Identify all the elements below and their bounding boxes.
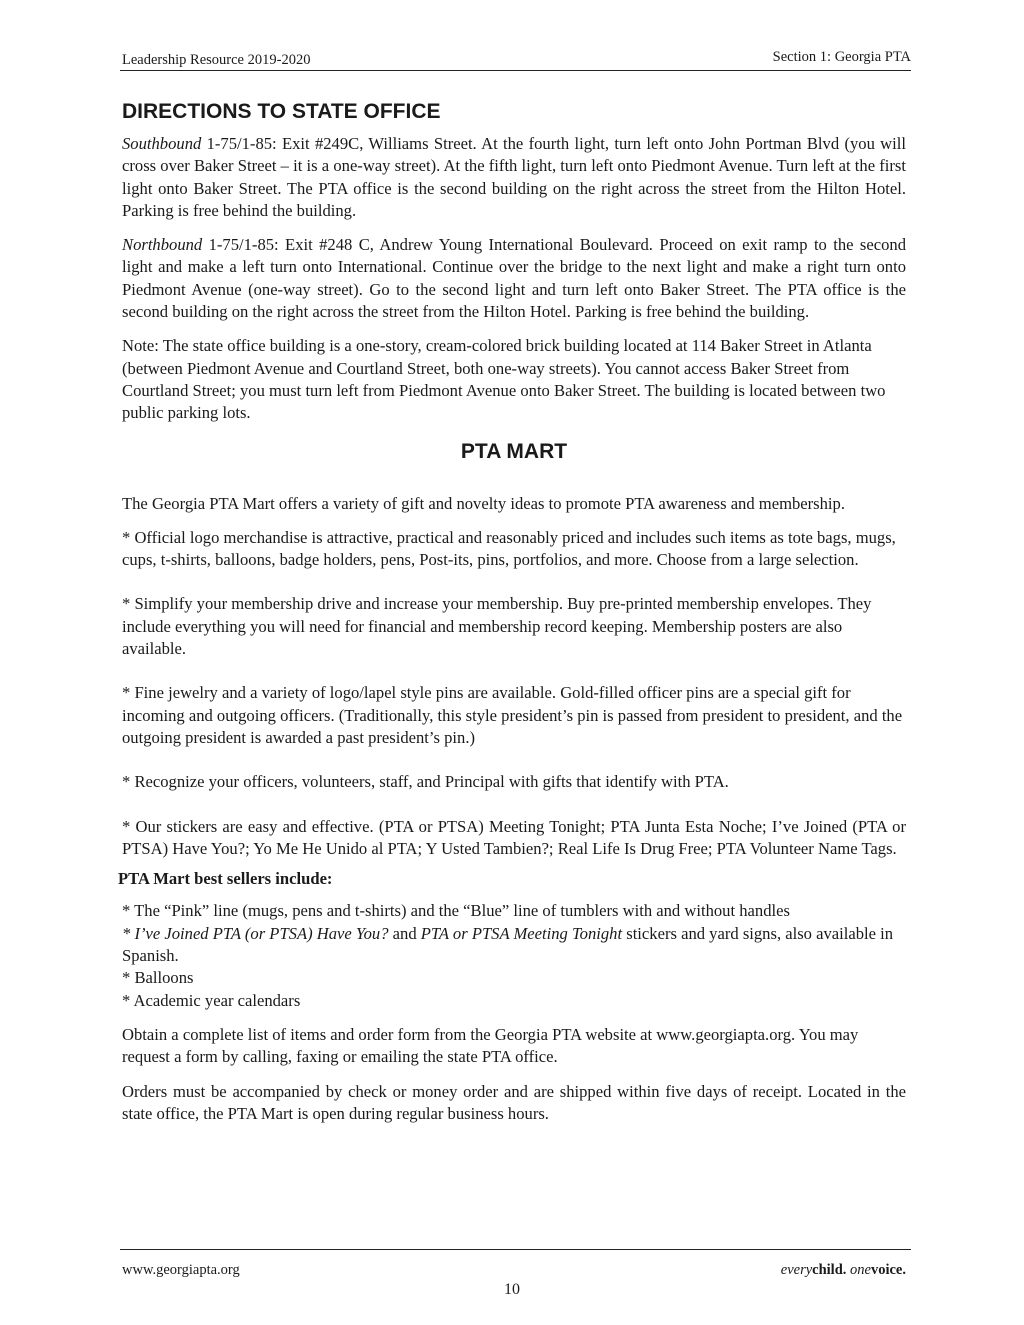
northbound-text: 1-75/1-85: Exit #248 C, Andrew Young International Boulevard. Proceed on exit ramp to the second light and make a left turn onto International. Continue over the bridge to the next light and make a right turn onto Piedmont Avenue (one-way street). Go to the second light and turn left onto Baker Street. The PTA office is the second building on the right across the street from the Hilton Hotel. Parking is free behind the building. — [122, 235, 906, 322]
sticker-name-joined: * I’ve Joined PTA (or PTSA) Have You? — [122, 923, 389, 943]
northbound-paragraph — [122, 234, 906, 323]
directions-note: Note: The state office building is a one-story, cream-colored brick building located at 114 Baker Street in Atlanta (between Piedmont Avenue and Courtland Street, both one-way streets). You cannot access Baker Street from Courtland Street; you must turn left from Piedmont Avenue onto Baker Street. The building is located between two public parking lots. — [122, 336, 886, 423]
best-seller-item: * Academic year calendars — [122, 990, 301, 1010]
page-number: 10 — [504, 1281, 520, 1298]
best-seller-text: and — [388, 923, 421, 943]
footer-website: www.georgiapta.org — [122, 1262, 240, 1278]
best-seller-item: * The “Pink” line (mugs, pens and t-shirts) and the “Blue” line of tumblers with and without handles — [122, 901, 790, 921]
best-sellers-heading: PTA Mart best sellers include: — [118, 869, 333, 889]
mart-intro: The Georgia PTA Mart offers a variety of gift and novelty ideas to promote PTA awareness and membership. — [122, 493, 845, 513]
best-seller-item: * Balloons — [122, 968, 194, 988]
mart-item-membership: * Simplify your membership drive and increase your membership. Buy pre-printed membership envelopes. They include everything you will need for financial and membership record keeping. Membership posters are also available. — [122, 594, 872, 659]
page-body — [118, 99, 906, 1137]
mart-item-recognize: * Recognize your officers, volunteers, staff, and Principal with gifts that identify with PTA. — [122, 772, 729, 792]
mart-item-stickers: * Our stickers are easy and effective. (PTA or PTSA) Meeting Tonight; PTA Junta Esta Noche; I’ve Joined (PTA or PTSA) Have You?; Yo Me He Unido al PTA; Y Usted Tambien?; Real Life Is Drug Free; PTA Volunteer Name Tags. — [122, 816, 906, 858]
sticker-name-meeting: PTA or PTSA Meeting Tonight — [420, 923, 623, 943]
best-seller-text: stickers and yard signs, also available in Spanish. — [122, 923, 894, 966]
footer-slogan — [781, 1262, 906, 1279]
slogan-one: one — [850, 1262, 871, 1278]
obtain-paragraph: Obtain a complete list of items and order form from the Georgia PTA website at www.georgiapta.org. You may request a form by calling, faxing or emailing the state PTA office. — [122, 1024, 859, 1067]
header-section: Section 1: Georgia PTA — [772, 49, 911, 65]
orders-paragraph: Orders must be accompanied by check or money order and are shipped within five days of receipt. Located in the state office, the PTA Mart is open during regular business hours. — [122, 1081, 906, 1123]
mart-item-jewelry: * Fine jewelry and a variety of logo/lapel style pins are available. Gold-filled officer pins are a special gift for incoming and outgoing officers. (Traditionally, this style president’s pin is passed from president to president, and the outgoing president is awarded a past president’s pin.) — [122, 683, 903, 747]
header-divider — [120, 70, 911, 71]
directions-heading: DIRECTIONS TO STATE OFFICE — [122, 100, 441, 123]
northbound-label: Northbound — [122, 235, 203, 255]
southbound-text: 1-75/1-85: Exit #249C, Williams Street. At the fourth light, turn left onto John Portman Blvd (you will cross over Baker Street – it is a one-way street). At the fifth light, turn left onto Piedmont Avenue. Turn left at the first light onto Baker Street. The PTA office is the second building on the right across the street from the Hilton Hotel. Parking is free behind the building. — [122, 134, 906, 220]
slogan-voice: voice. — [870, 1262, 906, 1278]
mart-item-logo-merchandise: * Official logo merchandise is attractive, practical and reasonably priced and includes such items as tote bags, mugs, cups, t-shirts, balloons, badge holders, pens, Post-its, pins, portfolios, and more. Choose from a large selection. — [122, 527, 896, 570]
best-sellers-list — [122, 900, 906, 1011]
slogan-every: every — [780, 1262, 813, 1278]
pta-mart-heading: PTA MART — [460, 439, 568, 463]
slogan-child: child. — [812, 1262, 851, 1278]
best-seller-item — [122, 923, 906, 968]
footer-divider — [120, 1249, 911, 1250]
southbound-label: Southbound — [122, 134, 202, 153]
header-title: Leadership Resource 2019-2020 — [122, 52, 311, 68]
southbound-paragraph — [122, 133, 906, 222]
